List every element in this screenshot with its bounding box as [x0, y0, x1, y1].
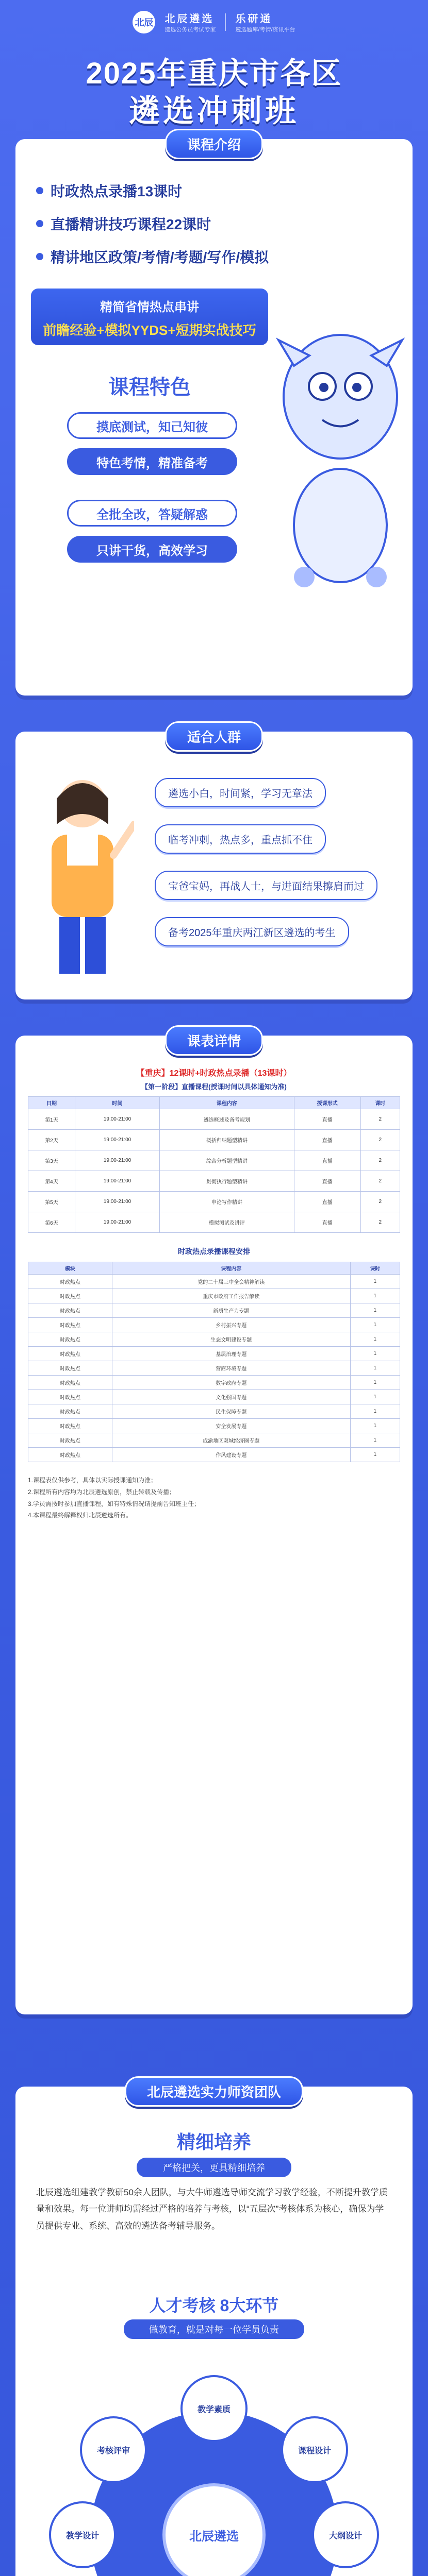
- brand-sub: 遴选公务员考试专家: [164, 27, 216, 33]
- feature-pill: [67, 448, 237, 475]
- table-cell: 文化强国专题: [112, 1390, 350, 1404]
- table-row: [28, 1275, 400, 1289]
- audience-tag: 适合人群: [165, 721, 263, 752]
- table-cell: 1: [350, 1303, 400, 1318]
- audience-bubble: 临考冲刺，热点多，重点抓不住: [155, 824, 326, 854]
- list-item-text: 精讲地区政策/考情/考题/写作/模拟: [51, 249, 269, 265]
- table-row: [28, 1390, 400, 1404]
- table-cell: 直播: [294, 1150, 360, 1171]
- hero-title-line2: 遴选冲刺班: [129, 94, 299, 128]
- table-row: [28, 1419, 400, 1433]
- table-cell: 时政热点: [28, 1404, 112, 1419]
- banner-line1: 精简省情热点串讲: [100, 300, 199, 314]
- table-cell: 时政热点: [28, 1347, 112, 1361]
- bullet-icon: [36, 253, 43, 260]
- table-cell: 时政热点: [28, 1303, 112, 1318]
- column-header: 课程内容: [112, 1262, 350, 1275]
- column-header: 课时: [350, 1262, 400, 1275]
- table-cell: 时政热点: [28, 1419, 112, 1433]
- table-cell: 时政热点: [28, 1448, 112, 1462]
- mascot-illustration-icon: [273, 309, 407, 598]
- table-cell: 时政热点: [28, 1332, 112, 1347]
- course-intro-list: [36, 180, 269, 279]
- table-row: [28, 1109, 400, 1130]
- list-item: [36, 246, 269, 267]
- table-cell: 贯彻执行题型精讲: [160, 1171, 294, 1192]
- training-title: 精细培养: [176, 2131, 251, 2153]
- talent-node: 大纲设计: [312, 2501, 379, 2568]
- audience-card: [15, 732, 413, 999]
- training-text: 北辰遴选组建教学教研50余人团队，与大牛师遴选导师交流学习教学经验，不断提升教学质量和效果。每一位讲师均需经过严格的培养与考核，以“五层次”考核体系为核心，确保为学员提供专业、系统、高效的遴选备考辅导服务。: [36, 2188, 388, 2231]
- table-cell: 19:00-21:00: [75, 1109, 159, 1130]
- table-cell: 1: [350, 1376, 400, 1390]
- table-cell: 2: [360, 1130, 400, 1150]
- audience-bubble: 遴选小白，时间紧，学习无章法: [155, 778, 326, 807]
- column-header: 课时: [360, 1097, 400, 1109]
- table-cell: 第1天: [28, 1109, 75, 1130]
- banner-line2: 前瞻经验+模拟YYDS+短期实战技巧: [43, 323, 256, 338]
- table-cell: 2: [360, 1150, 400, 1171]
- partner-sub: 遴选题库/考情/资讯平台: [235, 27, 295, 33]
- talent-title: 人才考核 8大环节: [149, 2296, 279, 2315]
- table-row: [28, 1130, 400, 1150]
- audience-bubble: 备考2025年重庆两江新区遴选的考生: [155, 917, 349, 946]
- column-header: 课程内容: [160, 1097, 294, 1109]
- table-cell: 19:00-21:00: [75, 1150, 159, 1171]
- table-cell: 党的二十届三中全会精神解读: [112, 1275, 350, 1289]
- note-line: 1.课程表仅供参考，具体以实际授课通知为准；: [28, 1477, 157, 1484]
- brand-name: 北辰遴选: [164, 13, 215, 25]
- bullet-icon: [36, 220, 43, 227]
- table-cell: 第2天: [28, 1130, 75, 1150]
- table-cell: 第3天: [28, 1150, 75, 1171]
- table-cell: 时政热点: [28, 1433, 112, 1448]
- brand-block: [164, 10, 216, 33]
- feature-pill: [67, 536, 237, 563]
- feature-pill: [67, 500, 237, 527]
- highlight-banner: [31, 289, 268, 345]
- table-header-row: [28, 1262, 400, 1275]
- table-row: [28, 1433, 400, 1448]
- talent-node: 教学设计: [49, 2501, 116, 2568]
- table2-title: 时政热点录播课程安排: [178, 1247, 250, 1256]
- table-row: [28, 1289, 400, 1303]
- table-row: [28, 1192, 400, 1212]
- talent-ring: [34, 2354, 394, 2576]
- table-cell: 新质生产力专题: [112, 1303, 350, 1318]
- table-row: [28, 1347, 400, 1361]
- table-cell: 基层治理专题: [112, 1347, 350, 1361]
- column-header: 时间: [75, 1097, 159, 1109]
- table-row: [28, 1303, 400, 1318]
- table-cell: 数字政府专题: [112, 1376, 350, 1390]
- table-notes: [28, 1475, 400, 1521]
- table-cell: 第5天: [28, 1192, 75, 1212]
- table-cell: 1: [350, 1318, 400, 1332]
- note-line: 3.学员需按时参加直播课程，如有特殊情况请提前告知班主任；: [28, 1500, 201, 1507]
- table-cell: 时政热点: [28, 1376, 112, 1390]
- feature-text: 特色考情，精准备考: [96, 456, 208, 470]
- table-cell: 申论写作精讲: [160, 1192, 294, 1212]
- table-cell: 概括归纳题型精讲: [160, 1130, 294, 1150]
- table-cell: 1: [350, 1448, 400, 1462]
- table-cell: 1: [350, 1433, 400, 1448]
- table-cell: 综合分析题型精讲: [160, 1150, 294, 1171]
- partner-block: [235, 10, 295, 33]
- brand-logo-icon: 北辰: [133, 11, 155, 33]
- table-row: [28, 1212, 400, 1233]
- table-cell: 时政热点: [28, 1390, 112, 1404]
- table-row: [28, 1318, 400, 1332]
- table-row: [28, 1361, 400, 1376]
- list-item-text: 时政热点录播13课时: [51, 183, 183, 199]
- table-row: [28, 1171, 400, 1192]
- table-cell: 直播: [294, 1109, 360, 1130]
- table-cell: 1: [350, 1390, 400, 1404]
- talent-sub: 做教育，就是对每一位学员负责: [124, 2319, 304, 2339]
- table-cell: 时政热点: [28, 1361, 112, 1376]
- hero-title-line1: 2025年重庆市各区: [86, 57, 342, 90]
- list-item-text: 直播精讲技巧课程22课时: [51, 216, 211, 232]
- table-cell: 19:00-21:00: [75, 1212, 159, 1233]
- table-cell: 1: [350, 1404, 400, 1419]
- table-title: 【重庆】12课时+时政热点录播（13课时）: [136, 1069, 292, 1078]
- course-intro-tag: 课程介绍: [165, 129, 263, 159]
- list-item: [36, 213, 269, 234]
- table-cell: 乡村振兴专题: [112, 1318, 350, 1332]
- detail-tag: 课表详情: [165, 1025, 263, 1056]
- table-cell: 2: [360, 1171, 400, 1192]
- table-cell: 成渝地区双城经济圈专题: [112, 1433, 350, 1448]
- table-cell: 第4天: [28, 1171, 75, 1192]
- training-sub: 严格把关，更具精细培养: [137, 2158, 291, 2177]
- table-cell: 直播: [294, 1212, 360, 1233]
- column-header: 日期: [28, 1097, 75, 1109]
- table-cell: 2: [360, 1212, 400, 1233]
- table-cell: 2: [360, 1192, 400, 1212]
- table-cell: 1: [350, 1361, 400, 1376]
- partner-name: 乐研通: [235, 13, 273, 25]
- table-cell: 2: [360, 1109, 400, 1130]
- teacher-illustration-icon: [31, 768, 134, 984]
- talent-node: 课程设计: [281, 2416, 348, 2483]
- feature-pill: [67, 412, 237, 439]
- course-intro-card: [15, 139, 413, 696]
- table-cell: 民生保障专题: [112, 1404, 350, 1419]
- feature-text: 只讲干货，高效学习: [96, 544, 208, 558]
- table-cell: 作风建设专题: [112, 1448, 350, 1462]
- table-body: [28, 1275, 400, 1462]
- brand-header: [0, 10, 428, 33]
- column-header: 模块: [28, 1262, 112, 1275]
- table-cell: 时政热点: [28, 1289, 112, 1303]
- table-cell: 安全发展专题: [112, 1419, 350, 1433]
- schedule-table: [28, 1096, 400, 1233]
- table-cell: 19:00-21:00: [75, 1130, 159, 1150]
- table-cell: 模拟测试及讲评: [160, 1212, 294, 1233]
- brand-divider: [225, 13, 226, 31]
- hotspot-table: [28, 1262, 400, 1462]
- table-row: [28, 1332, 400, 1347]
- team-card: [15, 2087, 413, 2576]
- table-cell: 1: [350, 1332, 400, 1347]
- table-cell: 直播: [294, 1130, 360, 1150]
- table-cell: 直播: [294, 1171, 360, 1192]
- table-cell: 生态文明建设专题: [112, 1332, 350, 1347]
- list-item: [36, 180, 269, 201]
- ring-center: 北辰遴选: [162, 2483, 266, 2576]
- table-cell: 第6天: [28, 1212, 75, 1233]
- team-tag: 北辰遴选实力师资团队: [125, 2076, 303, 2107]
- table-subtitle: 【第一阶段】直播课程(授课时间以具体通知为准): [141, 1083, 287, 1091]
- table-cell: 直播: [294, 1192, 360, 1212]
- talent-node: 考核评审: [80, 2416, 147, 2483]
- table-header-row: [28, 1097, 400, 1109]
- feature-title: 课程特色: [108, 376, 191, 399]
- note-line: 2.课程所有内容均为北辰遴选原创，禁止转载及传播；: [28, 1488, 176, 1496]
- table-cell: 重庆市政府工作报告解读: [112, 1289, 350, 1303]
- column-header: 授课形式: [294, 1097, 360, 1109]
- note-line: 4.本课程最终解释权归北辰遴选所有。: [28, 1512, 133, 1519]
- feature-text: 摸底测试，知己知彼: [96, 420, 208, 434]
- table-cell: 1: [350, 1275, 400, 1289]
- detail-card: [15, 1036, 413, 2014]
- talent-node: 教学素质: [180, 2375, 248, 2442]
- table-cell: 遴选概述及备考规划: [160, 1109, 294, 1130]
- table-row: [28, 1404, 400, 1419]
- table-cell: 时政热点: [28, 1318, 112, 1332]
- table-cell: 1: [350, 1289, 400, 1303]
- table-cell: 时政热点: [28, 1275, 112, 1289]
- audience-bubble: 宝爸宝妈，再战人士，与进面结果擦肩而过: [155, 871, 377, 900]
- table-body: [28, 1109, 400, 1233]
- table-row: [28, 1448, 400, 1462]
- table-cell: 营商环境专题: [112, 1361, 350, 1376]
- feature-text: 全批全改，答疑解惑: [96, 507, 208, 522]
- table-cell: 19:00-21:00: [75, 1192, 159, 1212]
- bullet-icon: [36, 187, 43, 194]
- table-row: [28, 1150, 400, 1171]
- table-cell: 1: [350, 1347, 400, 1361]
- table-cell: 1: [350, 1419, 400, 1433]
- table-cell: 19:00-21:00: [75, 1171, 159, 1192]
- table-row: [28, 1376, 400, 1390]
